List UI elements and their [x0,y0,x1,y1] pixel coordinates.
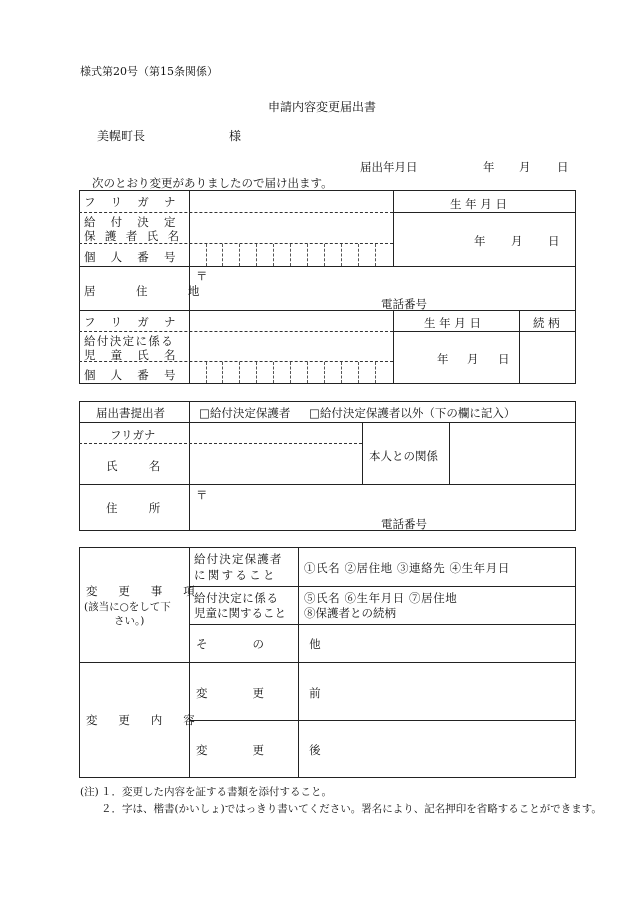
date-month[interactable]: 月 [519,160,531,174]
change-items-note-2: さい。) [114,615,145,627]
guardian-name-label-1: 給 付 決 定 [84,215,182,229]
date-day[interactable]: 日 [557,160,569,174]
row3-label: そ の 他 [196,637,342,651]
intro-text: 次のとおり変更がありましたので届け出ます。 [92,176,333,190]
child-name-label-1: 給付決定に係る [84,334,175,348]
child-dob-year[interactable]: 年 [437,352,449,366]
submitter-relation-label: 本人との関係 [369,449,438,463]
form-number: 様式第20号（第15条関係） [80,65,218,78]
guardian-dob-month[interactable]: 月 [511,234,523,248]
honorific: 様 [229,129,242,143]
guardian-dob-year[interactable]: 年 [474,234,486,248]
child-dob-day[interactable]: 日 [498,352,510,366]
child-furigana-label: フ リ ガ ナ [84,315,182,329]
note-1: １．変更した内容を証する書類を添付すること。 [101,786,332,798]
row1-items[interactable]: ①氏名 ②居住地 ③連絡先 ④生年月日 [304,561,510,575]
submitter-postal-mark: 〒 [196,488,208,502]
submitter-furigana-label: フリガナ [110,428,156,442]
submitter-phone-label: 電話番号 [381,517,427,531]
change-before-label: 変 更 前 [196,686,342,700]
row2-items-1[interactable]: ⑤氏名 ⑥生年月日 ⑦居住地 [304,591,458,605]
row2-label-2: 児童に関すること [194,606,286,620]
guardian-dob-day[interactable]: 日 [548,234,560,248]
guardian-personal-number-label: 個 人 番 号 [84,250,182,264]
submitter-label: 届出書提出者 [96,406,165,420]
submitter-address-label: 住 所 [106,501,175,515]
child-relation-label: 続 柄 [533,316,560,330]
date-year[interactable]: 年 [483,160,495,174]
child-dob-label: 生 年 月 日 [424,316,481,330]
row2-items-2[interactable]: ⑧保護者との続柄 [304,606,396,620]
submitter-option-other[interactable]: □給付決定保護者以外（下の欄に記入） [309,406,516,420]
change-items-note-1: (該当に○をして下 [84,601,171,613]
guardian-furigana-label: フ リ ガ ナ [84,195,182,209]
submitter-name-label: 氏 名 [106,459,175,473]
guardian-dob-label: 生 年 月 日 [450,197,507,211]
guardian-postal-mark: 〒 [196,269,208,283]
date-label: 届出年月日 [360,160,418,174]
change-after-label: 変 更 後 [196,743,342,757]
submitter-option-guardian[interactable]: □給付決定保護者 [199,406,291,420]
child-personal-number-label: 個 人 番 号 [84,368,182,382]
addressee: 美幌町長 [97,129,146,143]
page-title: 申請内容変更届出書 [268,100,377,114]
child-name-label-2: 児 童 氏 名 [84,348,182,362]
guardian-name-label-2: 保 護 者 氏 名 [84,229,182,243]
row2-label-1: 給付決定に係る [194,591,279,605]
row1-label-1: 給付決定保護者 [194,552,283,566]
child-dob-month[interactable]: 月 [467,352,479,366]
guardian-address-label: 居 住 地 [84,284,218,298]
change-content-label: 変 更 内 容 [86,713,204,727]
change-items-label: 変 更 事 項 [86,584,204,598]
notes-prefix: (注) [80,786,99,798]
note-2: ２．字は、楷書(かいしょ)ではっきり書いてください。署名により、記名押印を省略することができます。 [101,803,602,815]
row1-label-2: に関すること [194,568,277,582]
guardian-phone-label: 電話番号 [381,297,427,311]
